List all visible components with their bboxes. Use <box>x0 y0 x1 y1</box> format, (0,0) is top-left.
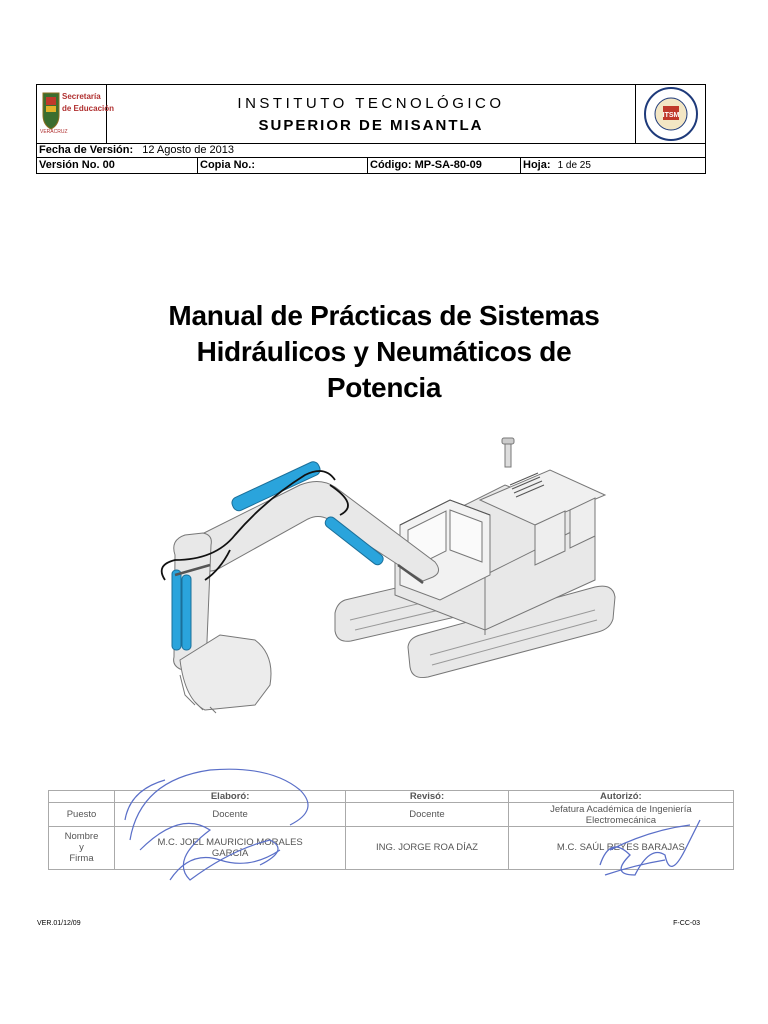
nombre-label-line2: y <box>79 842 84 854</box>
col-header-elaboro: Elaboró: <box>115 791 346 803</box>
autorizo-nombre: M.C. SAÚL REYES BARAJAS <box>508 826 733 869</box>
fecha-value: 12 Agosto de 2013 <box>142 144 234 156</box>
fecha-label: Fecha de Versión: <box>39 144 134 156</box>
elaboro-nombre <box>115 826 346 869</box>
veracruz-shield-icon <box>37 85 115 143</box>
puesto-label: Puesto <box>49 803 115 827</box>
hoja-label: Hoja: <box>523 159 551 171</box>
title-line-2: Hidráulicos y Neumáticos de <box>196 336 572 367</box>
autorizo-puesto-line1: Jefatura Académica de Ingeniería <box>550 803 692 815</box>
elaboro-nombre-line1: M.C. JOEL MAURICIO MORALES <box>157 836 303 848</box>
hoja-cell <box>520 158 705 173</box>
page-title <box>60 298 708 406</box>
reviso-nombre: ING. JORGE ROA DÍAZ <box>346 826 509 869</box>
nombre-label-line3: Firma <box>69 853 94 865</box>
itsm-logo <box>635 85 705 143</box>
reviso-puesto: Docente <box>346 803 509 827</box>
itsm-seal-icon <box>636 85 706 143</box>
elaboro-nombre-line2: GARCÍA <box>211 847 249 859</box>
seal-initials: ITSM <box>662 112 680 119</box>
control-row <box>36 158 706 174</box>
codigo-label: Código: MP-SA-80-09 <box>367 158 520 173</box>
elaboro-puesto: Docente <box>115 803 346 827</box>
signature-table <box>48 790 734 870</box>
version-date-row <box>36 144 706 158</box>
autorizo-puesto-line2: Electromecánica <box>585 814 656 826</box>
footer-form-code: F-CC-03 <box>673 920 700 927</box>
footer-version: VER.01/12/09 <box>37 920 81 927</box>
nombre-label-line1: Nombre <box>64 831 99 843</box>
col-header-reviso: Revisó: <box>346 791 509 803</box>
institution-name-line2: SUPERIOR DE MISANTLA <box>258 117 484 134</box>
copia-label: Copia No.: <box>197 158 367 173</box>
col-header-autorizo: Autorizó: <box>508 791 733 803</box>
version-label: Versión No. 00 <box>39 159 115 171</box>
logo-text-secretaria: Secretaría <box>62 92 101 101</box>
logo-text-veracruz: VERACRUZ <box>40 129 68 135</box>
hoja-value: 1 de 25 <box>557 160 591 171</box>
nombre-firma-label <box>49 826 115 869</box>
document-header <box>36 84 706 144</box>
title-line-3: Potencia <box>326 372 442 403</box>
logo-text-educacion: de Educación <box>62 104 115 113</box>
institution-name-line1: INSTITUTO TECNOLÓGICO <box>237 95 505 112</box>
sev-logo <box>37 85 115 143</box>
title-line-1: Manual de Prácticas de Sistemas <box>168 300 600 331</box>
empty-corner-cell <box>49 791 115 803</box>
autorizo-puesto <box>508 803 733 827</box>
excavator-illustration <box>150 430 620 730</box>
